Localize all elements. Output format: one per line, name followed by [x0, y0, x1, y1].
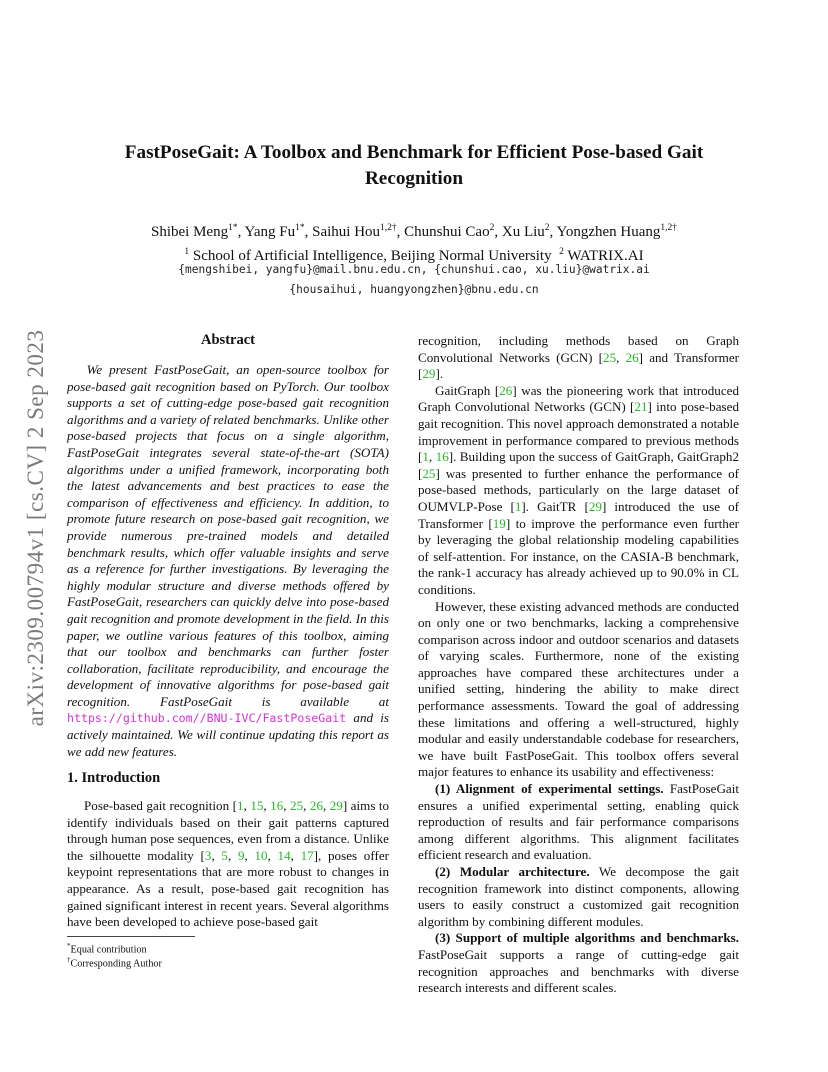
- author-affiliation-marker: 1*: [295, 223, 305, 233]
- footnote-marker: *: [67, 942, 71, 950]
- feature-modular-title: (2) Modular architecture.: [435, 864, 590, 879]
- paragraph-continuation: recognition, including methods based on Graph Convolutional Networks (GCN) [25, 26] and Transformer [29].: [418, 333, 739, 382]
- citation-link[interactable]: 16: [435, 449, 449, 465]
- paragraph-gaitgraph: GaitGraph [26] was the pioneering work that introduced Graph Convolutional Networks (GCN) [21] into pose-based gait recognition. This novel approach demonstrated a notable improvement in performance compared to previous methods [1, 16]. Building upon the success of GaitGraph, GaitGraph2 [25] was presented to further enhance the performance of pose-based methods, particularly on the large dataset of OUMVLP-Pose [1]. GaitTR [29] introduced the use of Transformer [19] to improve the performance even further by leveraging the global relationship modeling capabilities of self-attention. For instance, on the CASIA-B benchmark, the rank-1 accuracy has already achieved up to 90.0% in CL conditions.: [418, 382, 740, 597]
- author-affiliation-marker: 1*: [228, 223, 238, 233]
- citation-link[interactable]: 9: [237, 847, 245, 863]
- section-heading-introduction: 1. Introduction: [67, 770, 161, 786]
- citation-link[interactable]: 25: [603, 349, 617, 365]
- author-name: Xu Liu: [501, 224, 545, 240]
- feature-modular-text: We decompose the gait recognition framework into distinct components, allowing users to easily construct a customized gait recognition algorithm by combining different modules.: [418, 864, 740, 929]
- abstract-body: [67, 362, 389, 760]
- author-name: Saihui Hou: [312, 224, 381, 240]
- citation-link[interactable]: 26: [625, 349, 639, 365]
- intro-body: [67, 798, 389, 931]
- author-name: Yongzhen Huang: [556, 224, 661, 240]
- citation-link[interactable]: 16: [270, 798, 284, 813]
- author-block: [60, 218, 768, 266]
- affiliation-1-marker: 1: [184, 247, 190, 257]
- title-line-2: Recognition: [364, 168, 464, 189]
- feature-alignment-text: FastPoseGait ensures a unified experimental setting, enabling quick reproduction of results and fair performance comparisons among different algorithms. This alignment facilitates efficient research and evaluation.: [418, 781, 739, 863]
- feature-alignment-title: (1) Alignment of experimental settings.: [435, 781, 664, 797]
- paper-title: [60, 140, 768, 192]
- intro-paragraph: Pose-based gait recognition [1, 15, 16, 25, 26, 29] aims to identify individuals based on their gait patterns captured through human pose sequences, even from a distance. Unlike the silhouette modality [3, 5, 9, 10, 14, 17], poses offer keypoint representations that are more robust to changes in appearance. As a result, pose-based gait recognition has gained significant interest in recent years. Several algorithms have been developed to achieve pose-based gait: [67, 798, 390, 930]
- feature-multiple: [418, 930, 739, 996]
- citation-link[interactable]: 1: [422, 449, 429, 465]
- author-affiliation-marker: 1,2†: [380, 223, 397, 233]
- citation-link[interactable]: 26: [309, 798, 323, 813]
- footnote-marker: †: [67, 956, 71, 964]
- citation-link[interactable]: 3: [204, 847, 212, 863]
- citation-link[interactable]: 25: [422, 465, 436, 481]
- author-name: Shibei Meng: [150, 224, 229, 240]
- citation-link[interactable]: 21: [634, 399, 648, 415]
- author-list: Shibei Meng$^{1*}$, Yang $Fu^{1*}$, Saihui Hou$^{1,2\dagger}$, Chunshui Cao$^2$, Xu Liu$^2$, Yongzhen Huang$^{1,2\dagger}$: [150, 223, 677, 240]
- citation-link[interactable]: 17: [300, 847, 314, 863]
- feature-multiple-text: FastPoseGait supports a range of cutting-edge gait recognition approaches and benchmarks with diverse research interests and different scales.: [418, 946, 739, 996]
- affiliation-1: School of Artificial Intelligence, Beijing Normal University: [192, 248, 552, 264]
- citation-link[interactable]: 10: [254, 847, 268, 863]
- citation-link[interactable]: 14: [277, 847, 291, 863]
- right-column: [418, 333, 739, 997]
- citation-link[interactable]: 25: [290, 798, 304, 813]
- author-affiliation-marker: 2: [544, 223, 550, 233]
- arxiv-identifier: arXiv:2309.00794v1 [cs.CV] 2 Sep 2023: [23, 329, 48, 727]
- arxiv-sidebar: [12, 0, 62, 1072]
- citation-link[interactable]: 29: [329, 798, 343, 813]
- email-line-2: {housaihui, huangyongzhen}@bnu.edu.cn: [289, 283, 539, 296]
- email-line-1: {mengshibei, yangfu}@mail.bnu.edu.cn, {chunshui.cao, xu.liu}@watrix.ai: [178, 263, 650, 276]
- footnote-text: Equal contribution: [70, 944, 147, 956]
- citation-link[interactable]: 5: [221, 847, 228, 863]
- abstract-text-a: We present FastPoseGait, an open-source toolbox for pose-based gait recognition based on PyTorch. Our toolbox supports a set of cutting-edge pose-based gait recognition algorithms and a variety of related benchmarks. Unlike other pose-based projects that focus on a single algorithm, FastPoseGait integrates several state-of-the-art (SOTA) algorithms under a unified framework, incorporating both the latest advancements and best practices to ease the comparison of effectiveness and efficiency. In addition, to promote future research on pose-based gait recognition, we provide numerous pre-trained models and detailed benchmark results, which offer valuable insights and serve as a reference for further investigations. By leveraging the highly modular structure and diverse methods offered by FastPoseGait, researchers can quickly delve into pose-based gait recognition and promote development in the field. In this paper, we outline various features of this toolbox, aiming that our toolbox and benchmarks can further foster collaboration, facilitate reproducibility, and encourage the development of innovative algorithms for pose-based gait recognition. FastPoseGait is available at: [67, 362, 389, 709]
- author-affiliation-marker: 1,2†: [660, 223, 677, 233]
- abstract-heading: Abstract: [201, 332, 255, 348]
- author-emails: [60, 260, 768, 300]
- paragraph-limitations: However, these existing advanced methods are conducted on only one or two benchmarks, lacking a comprehensive comparison across indoor and outdoor scenarios and datasets of varying scales. Furthermore, none of the existing approaches have compared these architectures under a unified setting, hindering the ability to make direct performance assessments. Toward the goal of addressing these limitations and offering a well-structured, highly modular and easily understandable codebase for researchers, we have built FastPoseGait. This toolbox offers several major features to enhance its usability and effectiveness:: [418, 598, 739, 780]
- feature-multiple-title: (3) Support of multiple algorithms and benchmarks.: [435, 930, 739, 946]
- abstract-text-b: and is actively maintained. We will continue updating this report as we add new features.: [67, 710, 389, 759]
- affiliation-2-marker: 2: [559, 247, 564, 257]
- footnote-text: Corresponding Author: [70, 958, 162, 970]
- citation-link[interactable]: 15: [250, 798, 264, 813]
- affiliation-2: WATRIX.AI: [567, 248, 644, 264]
- citation-link[interactable]: 1: [514, 498, 522, 514]
- feature-modular: [418, 864, 739, 930]
- github-link[interactable]: https://github.com//BNU-IVC/FastPoseGait: [67, 711, 347, 726]
- citation-link[interactable]: 29: [588, 498, 602, 514]
- footnote-rule: [67, 936, 195, 937]
- author-name: Yang Fu: [244, 224, 296, 240]
- citation-link[interactable]: 19: [492, 515, 506, 531]
- footnote-corresponding-author: [67, 953, 162, 971]
- author-name: Chunshui Cao: [404, 224, 490, 240]
- author-affiliation-marker: 2: [489, 223, 495, 233]
- citation-link[interactable]: 1: [237, 798, 244, 813]
- citation-link[interactable]: 26: [499, 382, 513, 398]
- citation-link[interactable]: 29: [422, 366, 436, 382]
- title-line-1: FastPoseGait: A Toolbox and Benchmark for Efficient Pose-based Gait: [124, 142, 704, 163]
- feature-alignment: [418, 781, 739, 864]
